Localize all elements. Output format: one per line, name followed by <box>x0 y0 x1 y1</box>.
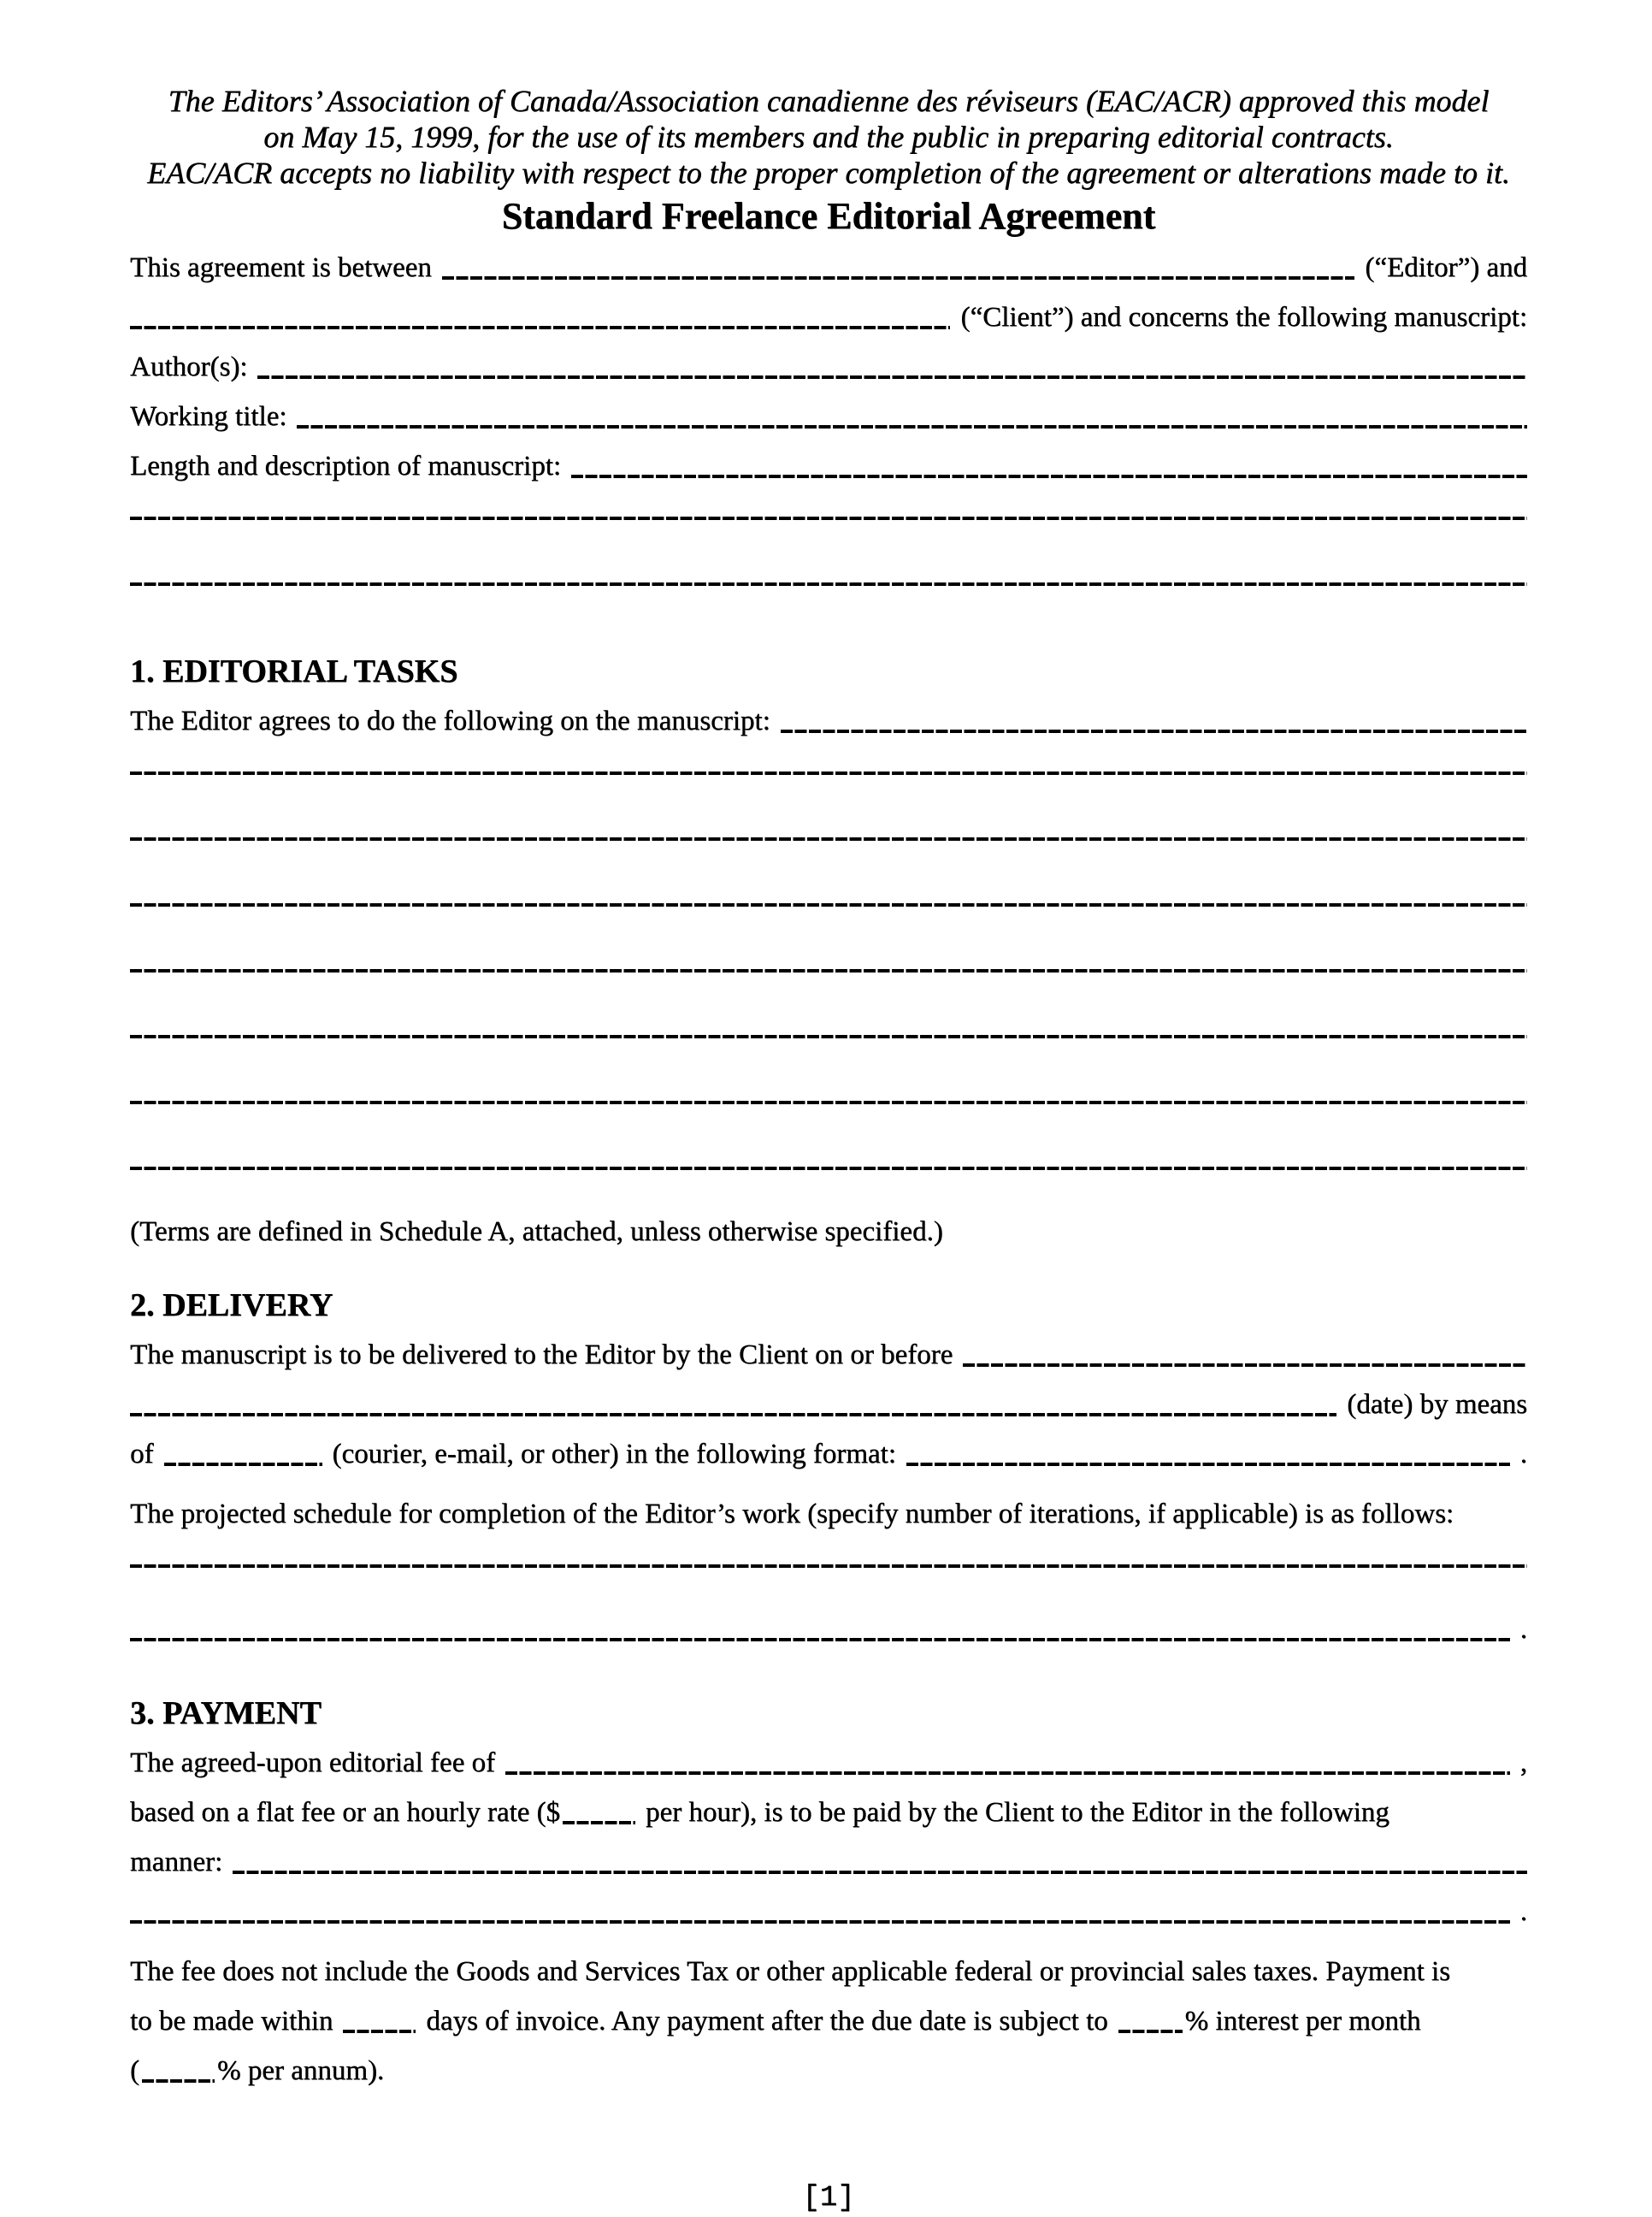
page-number: [1] <box>802 2182 855 2214</box>
authors-blank <box>257 375 1527 379</box>
disclaimer-note <box>130 83 1527 191</box>
line-annual-interest <box>130 2052 1527 2090</box>
line-payment-manner <box>130 1843 1527 1881</box>
parties-client-text: (“Client”) and concerns the following manuscript: <box>960 302 1527 333</box>
annum-rate-blank <box>142 2079 215 2083</box>
blank-rule <box>130 1167 1527 1170</box>
section-3-heading: 3. PAYMENT <box>130 1695 322 1731</box>
disclaimer-line-2: on May 15, 1999, for the use of its members and the public in preparing editorial contracts. <box>263 120 1394 154</box>
annum-pre-text: ( <box>130 2055 139 2086</box>
editor-name-blank <box>442 276 1355 280</box>
blank-rule <box>130 969 1527 973</box>
hourly-rate-blank <box>563 1821 635 1824</box>
description-blank-row <box>130 513 1527 551</box>
interest-post-text: % interest per month <box>1184 2006 1421 2037</box>
manner-blank-row-2 <box>130 1893 1527 1930</box>
line-delivery-means <box>130 1435 1527 1473</box>
tasks-blank-row <box>130 1163 1527 1201</box>
interest-rate-blank <box>1118 2030 1183 2033</box>
blank-rule <box>130 517 1527 520</box>
line-tax-notice <box>130 1953 1527 1990</box>
length-label: Length and description of manuscript: <box>130 451 562 482</box>
blank-rule <box>130 1101 1527 1104</box>
schedule-text: The projected schedule for completion of the Editor’s work (specify number of iterations, if applicable) is as follows: <box>130 1499 1454 1529</box>
of-text: of <box>130 1439 154 1469</box>
schedule-blank-row-2 <box>130 1611 1527 1648</box>
parties-editor-text: (“Editor”) and <box>1365 252 1527 283</box>
line-projected-schedule <box>130 1495 1527 1533</box>
tasks-blank-row <box>130 834 1527 872</box>
format-period-text: . <box>1519 1439 1527 1469</box>
description-blank-row <box>130 579 1527 617</box>
blank-rule <box>130 582 1527 586</box>
date-by-means-text: (date) by means <box>1347 1389 1527 1420</box>
tasks-blank-row <box>130 768 1527 806</box>
fee-comma-text: , <box>1519 1747 1527 1778</box>
terms-note-text: (Terms are defined in Schedule A, attached, unless otherwise specified.) <box>130 1216 943 1247</box>
disclaimer-line-1: The Editors’ Association of Canada/Association canadienne des réviseurs (EAC/ACR) approved this model <box>168 84 1490 118</box>
tax-notice-text: The fee does not include the Goods and Services Tax or other applicable federal or provincial sales taxes. Payment is <box>130 1956 1450 1987</box>
line-editorial-tasks <box>130 702 1527 740</box>
courier-text: (courier, e-mail, or other) in the following format: <box>332 1439 896 1469</box>
line-delivery-date <box>130 1336 1527 1374</box>
schedule-blank-row <box>130 1561 1527 1599</box>
disclaimer-line-3: EAC/ACR accepts no liability with respect to the proper completion of the agreement or alterations made to it. <box>147 156 1510 190</box>
line-parties-client <box>130 299 1527 336</box>
line-payment-terms <box>130 2002 1527 2040</box>
delivery-date-blank-2 <box>130 1413 1336 1416</box>
tasks-blank-row <box>130 1097 1527 1135</box>
section-2-heading: 2. DELIVERY <box>130 1287 333 1323</box>
delivery-pre-text: The manuscript is to be delivered to the Editor by the Client on or before <box>130 1339 953 1370</box>
document-title: Standard Freelance Editorial Agreement <box>501 195 1156 237</box>
client-name-blank <box>130 326 950 329</box>
line-editorial-fee <box>130 1744 1527 1782</box>
authors-label: Author(s): <box>130 352 248 382</box>
length-blank <box>571 475 1527 478</box>
rate-pre-text: based on a flat fee or an hourly rate ($ <box>130 1797 561 1828</box>
tasks-pre-text: The Editor agrees to do the following on the manuscript: <box>130 706 770 736</box>
format-blank <box>906 1463 1510 1466</box>
blank-rule <box>130 903 1527 907</box>
means-blank <box>164 1463 322 1466</box>
schedule-blank <box>130 1638 1510 1641</box>
working-title-blank <box>297 425 1527 429</box>
line-fee-basis <box>130 1794 1527 1831</box>
parties-pre-text: This agreement is between <box>130 252 432 283</box>
within-pre-text: to be made within <box>130 2006 333 2037</box>
fee-amount-blank <box>505 1771 1510 1775</box>
tasks-blank-row <box>130 900 1527 937</box>
fee-pre-text: The agreed-upon editorial fee of <box>130 1747 495 1778</box>
blank-rule <box>130 1564 1527 1568</box>
line-parties-editor <box>130 249 1527 287</box>
rate-post-text: per hour), is to be paid by the Client to the Editor in the following <box>646 1797 1389 1828</box>
manner-period-text: . <box>1519 1896 1527 1927</box>
manner-blank <box>233 1871 1527 1874</box>
blank-rule <box>130 772 1527 775</box>
delivery-date-blank <box>963 1363 1527 1367</box>
manner-label: manner: <box>130 1847 223 1877</box>
section-1-heading: 1. EDITORIAL TASKS <box>130 653 458 689</box>
line-delivery-date-cont <box>130 1386 1527 1423</box>
tasks-blank-row <box>130 966 1527 1003</box>
blank-rule <box>130 1035 1527 1038</box>
working-title-label: Working title: <box>130 401 287 432</box>
annum-post-text: % per annum). <box>217 2055 385 2086</box>
tasks-blank-row <box>130 1032 1527 1069</box>
within-post-text: days of invoice. Any payment after the due date is subject to <box>426 2006 1108 2037</box>
tasks-blank <box>781 730 1527 733</box>
line-length-description <box>130 447 1527 485</box>
days-blank <box>343 2030 416 2033</box>
blank-rule <box>130 837 1527 841</box>
line-working-title <box>130 398 1527 435</box>
line-terms-note <box>130 1213 1527 1250</box>
manner-blank-2 <box>130 1920 1510 1924</box>
schedule-period-text: . <box>1519 1614 1527 1645</box>
line-authors <box>130 348 1527 386</box>
